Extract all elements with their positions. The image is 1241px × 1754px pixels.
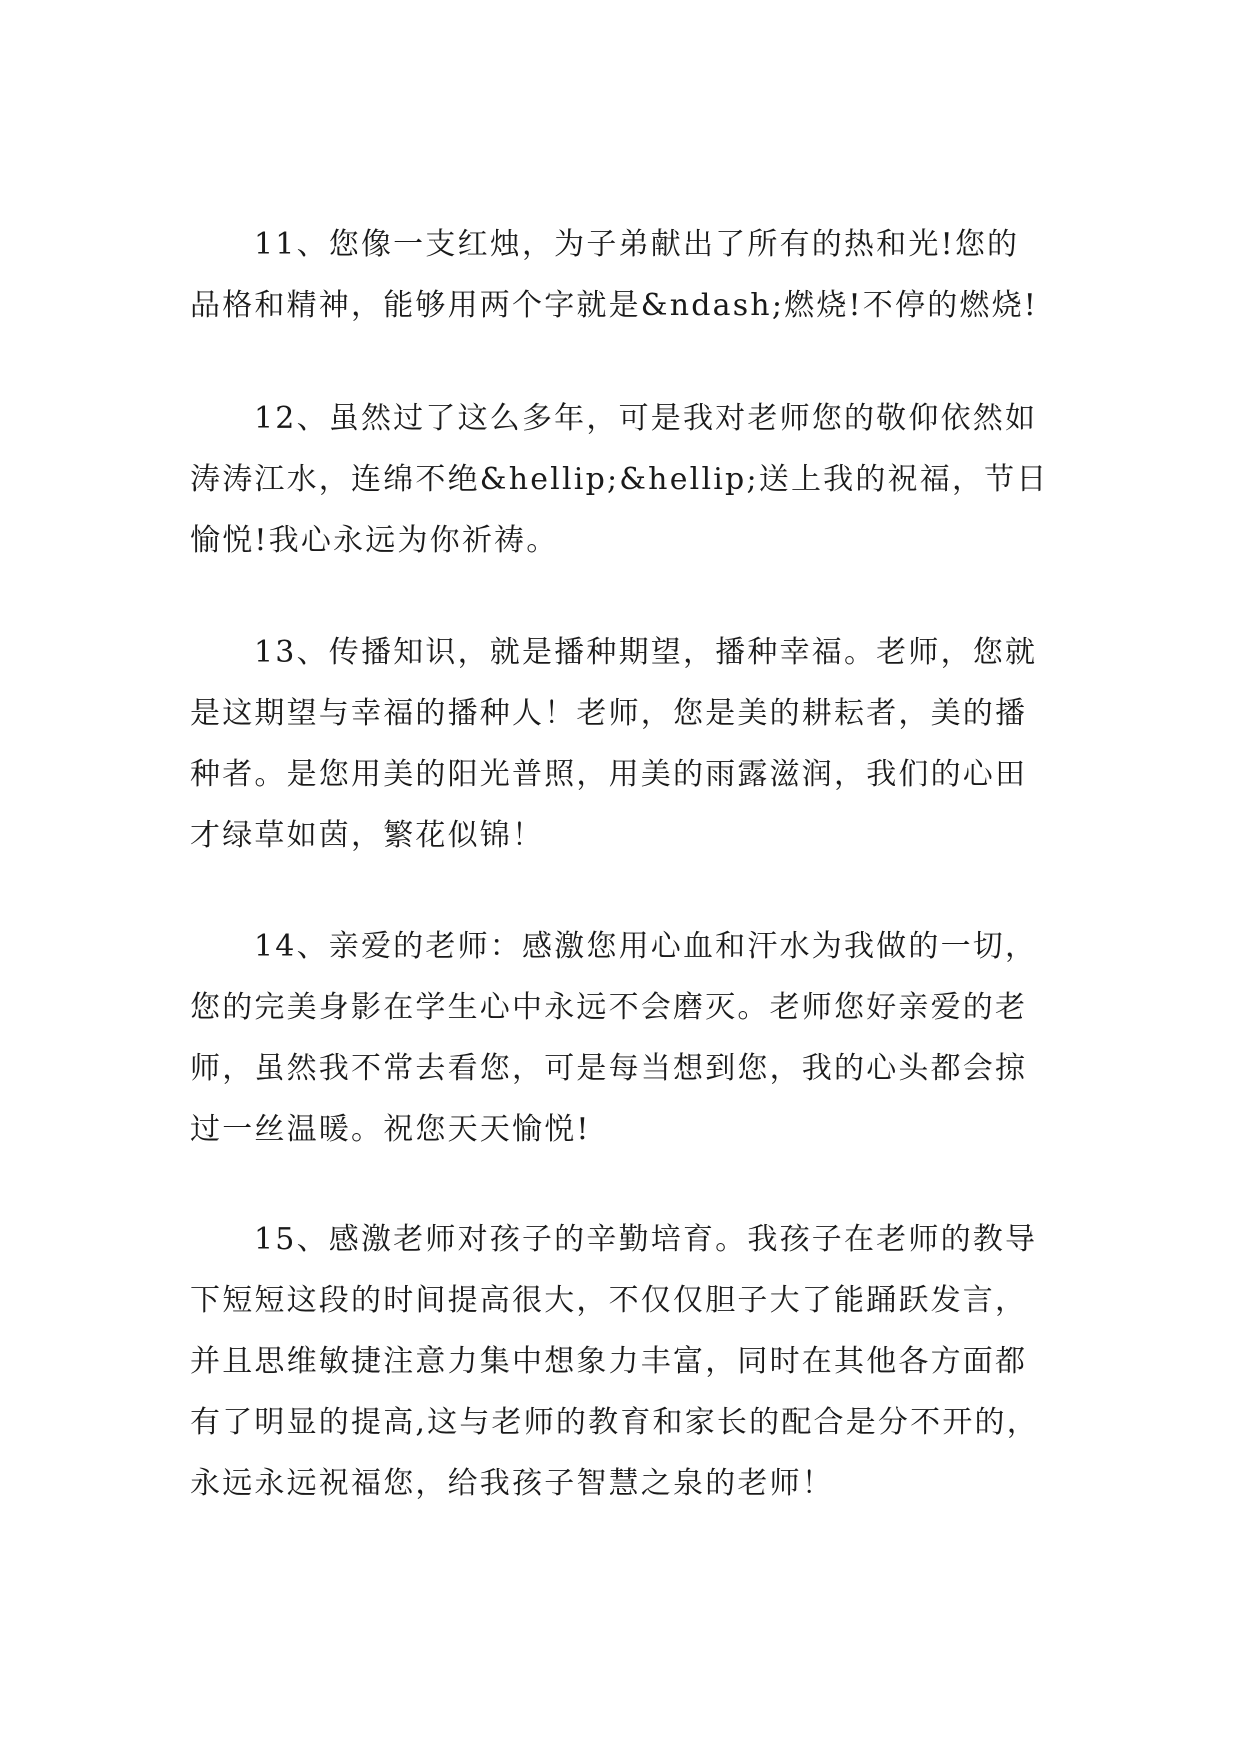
paragraph-line: 永远永远祝福您，给我孩子智慧之泉的老师！ [190,1466,834,1501]
paragraph-line: 有了明显的提高,这与老师的教育和家长的配合是分不开的， [190,1405,1039,1440]
paragraph-line: 种者。是您用美的阳光普照，用美的雨露滋润，我们的心田 [190,757,1028,792]
paragraph-line: 下短短这段的时间提高很大，不仅仅胆子大了能踊跃发言， [190,1283,1028,1318]
paragraph-line: 15、感激老师对孩子的辛勤培育。我孩子在老师的教导 [254,1222,1038,1257]
paragraph-line: 品格和精神，能够用两个字就是&ndash;燃烧!不停的燃烧! [190,288,1039,323]
paragraph-line: 11、您像一支红烛，为子弟献出了所有的热和光!您的 [254,227,1020,262]
paragraph-line: 12、虽然过了这么多年，可是我对老师您的敬仰依然如 [254,401,1038,436]
paragraph-13 [190,622,1060,866]
paragraph-14 [190,916,1060,1160]
paragraph-line: 愉悦!我心永远为你祈祷。 [190,523,559,558]
paragraph-line: 并且思维敏捷注意力集中想象力丰富，同时在其他各方面都 [190,1344,1028,1379]
paragraph-line: 涛涛江水，连绵不绝&hellip;&hellip;送上我的祝福，节日 [190,462,1049,497]
paragraph-11 [190,214,1060,336]
paragraph-line: 过一丝温暖。祝您天天愉悦! [190,1112,591,1147]
paragraph-line: 您的完美身影在学生心中永远不会磨灭。老师您好亲爱的老 [190,990,1028,1025]
paragraph-line: 14、亲爱的老师：感激您用心血和汗水为我做的一切， [254,929,1038,964]
paragraph-12 [190,388,1060,571]
paragraph-line: 13、传播知识，就是播种期望，播种幸福。老师，您就 [254,635,1038,670]
paragraph-line: 是这期望与幸福的播种人！老师，您是美的耕耘者，美的播 [190,696,1028,731]
paragraph-15 [190,1209,1060,1514]
paragraph-line: 师，虽然我不常去看您，可是每当想到您，我的心头都会掠 [190,1051,1028,1086]
paragraph-line: 才绿草如茵，繁花似锦！ [190,818,545,853]
